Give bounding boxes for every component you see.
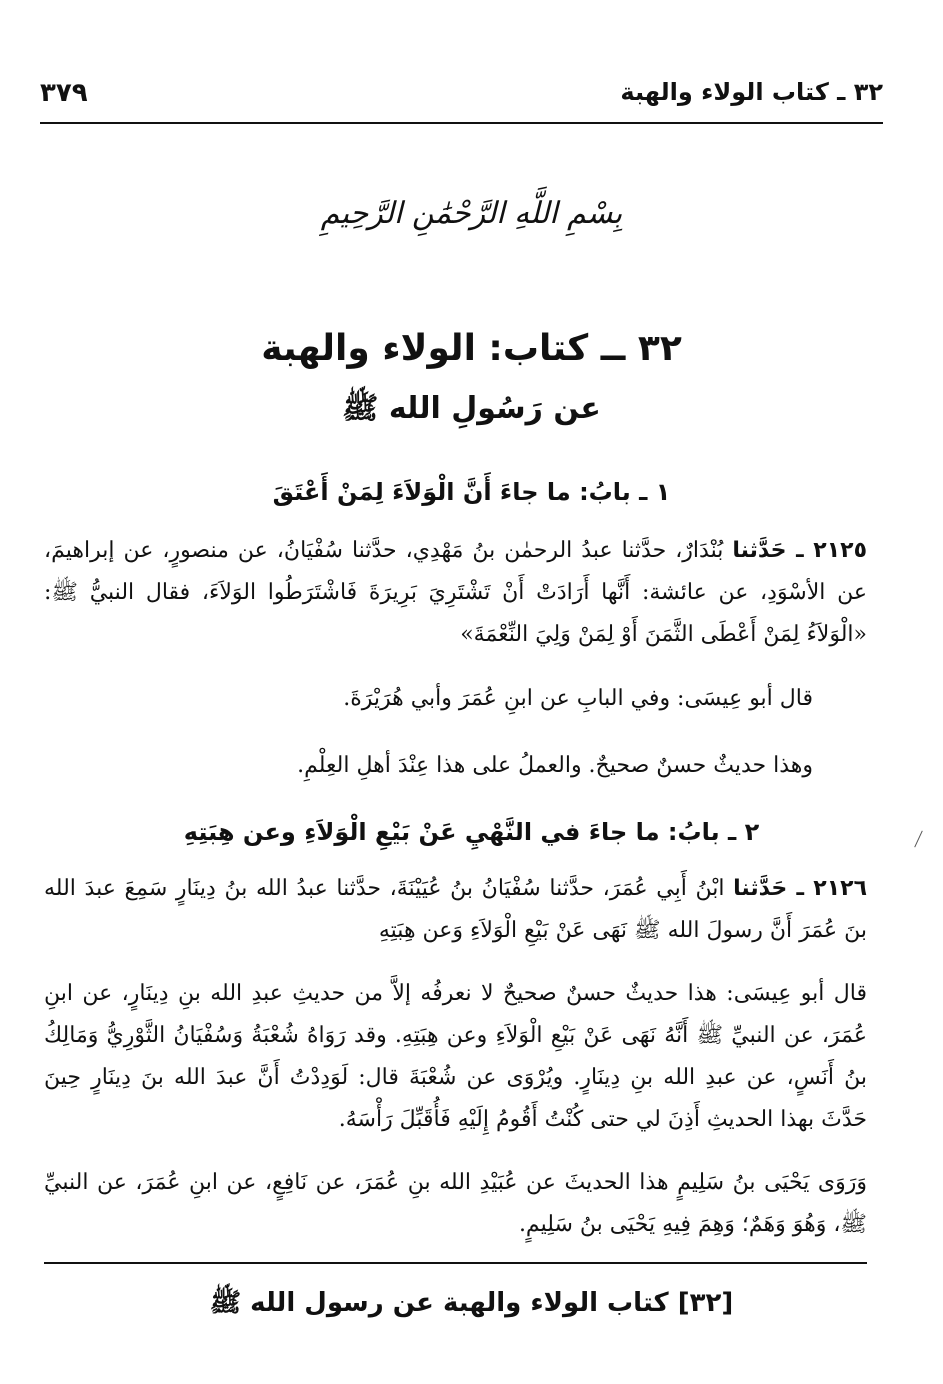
- hadith-2126: [44, 868, 867, 952]
- commentary-paragraph: وهذا حديثٌ حسنٌ صحيحٌ. والعملُ على هذا عِنْدَ أهلِ العِلْمِ.: [297, 753, 813, 778]
- footer-title: [٣٢] كتاب الولاء والهبة عن رسول الله ﷺ: [209, 1288, 734, 1318]
- running-title: ٣٢ ـ كتاب الولاء والهبة: [620, 78, 883, 106]
- basmala: بِسْمِ اللَّهِ الرَّحْمَٰنِ الرَّحِيمِ: [320, 196, 623, 231]
- book-subtitle: عن رَسُولِ الله ﷺ: [342, 391, 601, 426]
- hadith-2125: [44, 530, 867, 656]
- page-number: ٣٧٩: [40, 78, 88, 108]
- hadith-text: بُنْدَارٌ، حدَّثنا عبدُ الرحمٰن بنُ مَهْدِي، حدَّثنا سُفْيَانُ، عن منصورٍ، عن إبراهيمَ، عن الأسْوَدِ، عن عائشة: أَنَّها أَرَادَتْ أَنْ تَشْتَرِيَ بَرِيرَةَ فَاشْتَرَطُوا الوَلاَءَ، فقال النبيُّ ﷺ: «الْوَلاَءُ لِمَنْ أَعْطَى الثَّمَنَ أَوْ لِمَنْ وَلِيَ النِّعْمَةَ»: [44, 538, 867, 647]
- hadith-number: ٢١٢٥ ـ حَدَّثنا: [732, 538, 868, 563]
- commentary-paragraph: وَرَوَى يَحْيَى بنُ سَلِيمٍ هذا الحديثَ عن عُبَيْدِ الله بنِ عُمَرَ، عن نَافِعٍ، عن ابنِ عُمَرَ، عن النبيِّ ﷺ، وَهُوَ وَهَمٌ؛ وَهِمَ فِيهِ يَحْيَى بنُ سَلِيمٍ.: [44, 1170, 867, 1237]
- footer-divider: [44, 1262, 867, 1264]
- book-title: ٣٢ ــ كتاب: الولاء والهبة: [261, 328, 682, 369]
- commentary-paragraph: قال أبو عِيسَى: هذا حديثٌ حسنٌ صحيحٌ لا نعرفُه إلاَّ من حديثِ عبدِ الله بنِ دِينَارٍ، عن ابنِ عُمَرَ، عن النبيِّ ﷺ أَنَّهُ نَهَى عَنْ بَيْعِ الْوَلاَءِ وعن هِبَتِهِ. وقد رَوَاهُ شُعْبَةُ وَسُفْيَانُ الثَّوْرِيُّ وَمَالِكُ بنُ أَنَسٍ، عن عبدِ الله بنِ دِينَارٍ. ويُرْوَى عن شُعْبَةَ قال: لَوَدِدْتُ أَنَّ عبدَ الله بنَ دِينَارٍ حِينَ حَدَّثَ بهذا الحديثِ أَذِنَ لي حتى كُنْتُ أَقُومُ إِلَيْهِ فَأُقَبِّلَ رَأْسَهُ.: [44, 981, 868, 1132]
- commentary-paragraph: قال أبو عِيسَى: وفي البابِ عن ابنِ عُمَرَ وأبي هُرَيْرَةَ.: [343, 686, 813, 711]
- hadith-number: ٢١٢٦ ـ حَدَّثنا: [733, 876, 867, 901]
- running-header: [40, 78, 883, 118]
- header-divider: [40, 122, 883, 124]
- hadith-text: ابْنُ أَبِي عُمَرَ، حدَّثنا سُفْيَانُ بنُ عُيَيْنَةَ، حدَّثنا عبدُ الله بنُ دِينَارٍ سَمِعَ عبدَ الله بنَ عُمَرَ أَنَّ رسولَ الله ﷺ نَهَى عَنْ بَيْعِ الْوَلاَءِ وَعن هِبَتِهِ: [44, 876, 867, 943]
- chapter-heading-2: ٢ ـ بابُ: ما جاءَ في النَّهْيِ عَنْ بَيْعِ الْوَلاَءِ وعن هِبَتِهِ: [183, 818, 760, 846]
- chapter-heading-1: ١ ـ بابُ: ما جاءَ أَنَّ الْوَلاَءَ لِمَنْ أَعْتَقَ: [272, 478, 671, 506]
